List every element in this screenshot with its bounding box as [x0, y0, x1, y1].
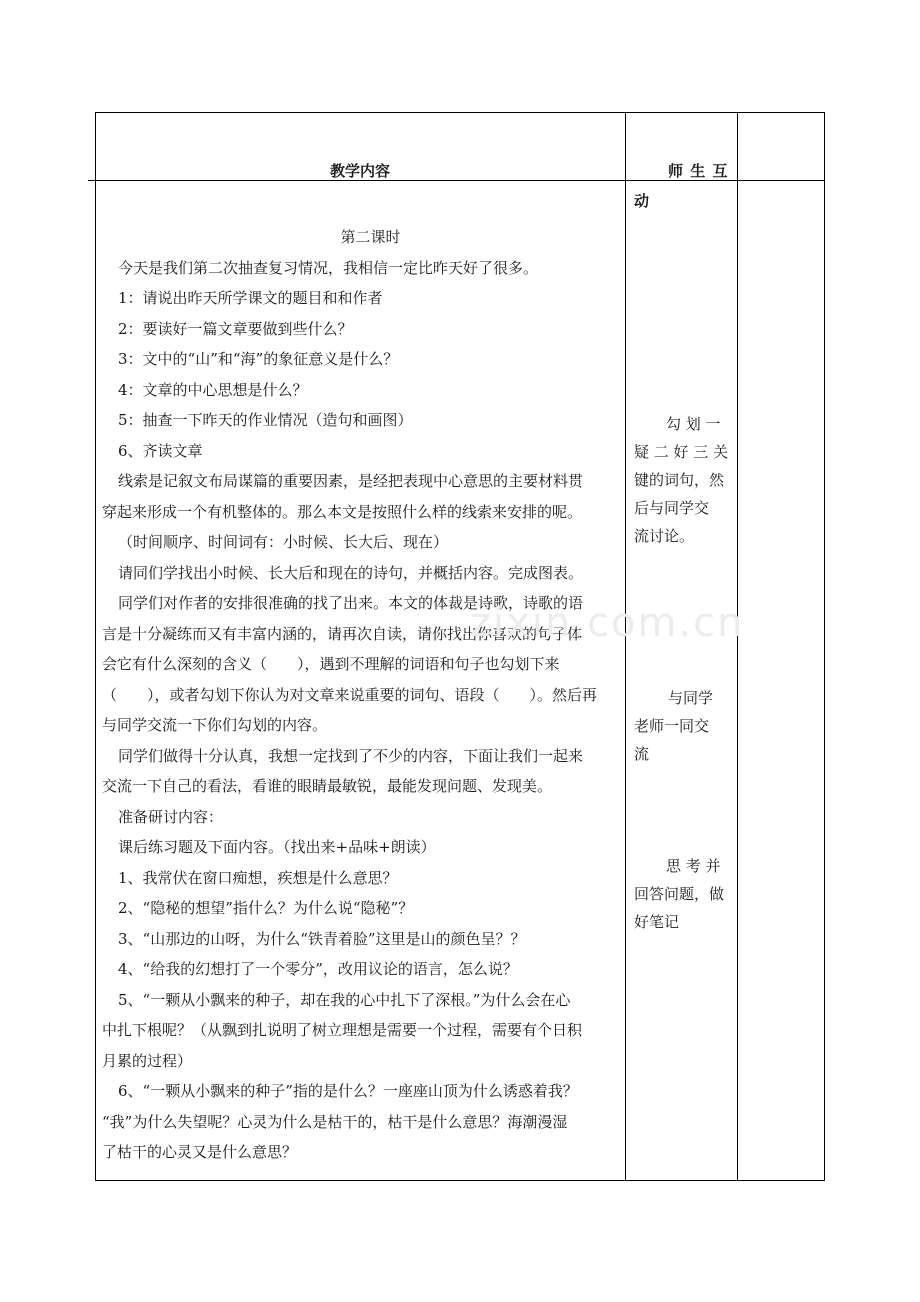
content-line: 6、齐读文章 [118, 441, 203, 460]
side-note-line: 勾 划 一 [666, 415, 721, 433]
side-note-line: 键的词句，然 [634, 471, 725, 489]
content-line: 3、“山那边的山呀，为什么“铁青着脸”这里是山的颜色呈？？ [118, 929, 526, 948]
content-line: 交流一下自己的看法，看谁的眼睛最敏锐，最能发现问题、发现美。 [102, 777, 553, 795]
side-note-line: 后与同学交 [634, 499, 710, 517]
side-note-line: 流 [634, 745, 650, 763]
side-note-3 [634, 852, 734, 936]
content-line: 中扎下根呢？（从飘到扎说明了树立理想是需要一个过程，需要有个日积 [102, 1021, 583, 1039]
content-line: 4：文章的中心思想是什么？ [118, 380, 308, 399]
table-top-border [95, 112, 825, 113]
content-line: 6、“一颗从小飘来的种子”指的是什么？一座座山顶为什么诱惑着我？ [118, 1082, 578, 1100]
table-left-border [95, 112, 96, 1181]
content-line: 月累的过程） [102, 1051, 193, 1070]
side-note-line: 思 考 并 [666, 857, 721, 875]
side-note-line: 老师一同交 [634, 717, 710, 735]
content-line: 与同学交流一下你们勾划的内容。 [102, 716, 328, 734]
side-note-line: 疑 二 好 三 关 [634, 443, 729, 461]
content-column-header: 教学内容 [330, 162, 391, 180]
content-line: 课后练习题及下面内容。（找出来+品味+朗读） [118, 838, 436, 856]
watermark: zixin.com.cn [470, 600, 745, 646]
content-line: 线索是记叙文布局谋篇的重要因素，是经把表现中心意思的主要材料贯 [118, 472, 584, 490]
content-line: 同学们对作者的安排很准确的找了出来。本文的体裁是诗歌，诗歌的语 [118, 594, 584, 612]
content-line: 1：请说出昨天所学课文的题目和和作者 [118, 289, 383, 307]
content-line: 2、“隐秘的想望”指什么？为什么说“隐秘”？ [118, 899, 414, 917]
content-line: 4、“给我的幻想打了一个零分”，改用议论的语言，怎么说？ [118, 960, 518, 978]
content-line: 5、“一颗从小飘来的种子，却在我的心中扎下了深根。”为什么会在心 [118, 990, 571, 1009]
content-line: 2：要读好一篇文章要做到些什么？ [118, 319, 353, 338]
content-line: 1、我常伏在窗口痴想，疾想是什么意思？ [118, 868, 398, 887]
lesson-title: 第二课时 [340, 228, 401, 246]
side-note-line: 好笔记 [634, 913, 680, 931]
column-divider-2 [737, 112, 738, 1181]
content-line: 会它有什么深刻的含义（ ），遇到不理解的词语和句子也勾划下来 [102, 655, 560, 673]
content-line: 准备研讨内容： [118, 807, 224, 826]
interaction-column-header: 师 生 互 [668, 162, 729, 180]
content-line: 今天是我们第二次抽查复习情况，我相信一定比昨天好了很多。 [118, 258, 539, 277]
column-divider-1 [625, 112, 626, 1181]
content-line: 了枯干的心灵又是什么意思？ [102, 1143, 298, 1161]
teaching-content [102, 222, 623, 1168]
content-line: 3：文中的“山”和“海”的象征意义是什么？ [118, 350, 399, 368]
content-line: 言是十分凝练而又有丰富内涵的，请再次自读，请你找出你喜欢的句子体 [102, 624, 583, 643]
content-line: 5：抽查一下昨天的作业情况（造句和画图） [118, 411, 413, 429]
table-right-border [824, 112, 825, 1181]
side-note-line: 流讨论。 [634, 527, 695, 545]
content-line: 穿起来形成一个有机整体的。那么本文是按照什么样的线索来安排的呢。 [102, 502, 583, 521]
content-line: 请同们学找出小时候、长大后和现在的诗句，并概括内容。完成图表。 [118, 563, 584, 582]
content-line: 同学们做得十分认真，我想一定找到了不少的内容，下面让我们一起来 [118, 746, 584, 765]
side-note-2 [634, 684, 734, 768]
content-line: “我”为什么失望呢？心灵为什么是枯干的，枯干是什么意思？海潮漫湿 [102, 1112, 568, 1131]
side-note-line: 回答问题，做 [634, 885, 725, 903]
side-note-line: 与同学 [668, 689, 714, 707]
content-line: （时间顺序、时间词有：小时候、长大后、现在） [118, 533, 449, 551]
content-line: （ ），或者勾划下你认为对文章来说重要的词句、语段（ ）。然后再 [102, 685, 598, 704]
side-note-1 [634, 410, 734, 550]
interaction-column-header-wrap: 动 [634, 192, 650, 210]
table-bottom-border [95, 1180, 825, 1181]
